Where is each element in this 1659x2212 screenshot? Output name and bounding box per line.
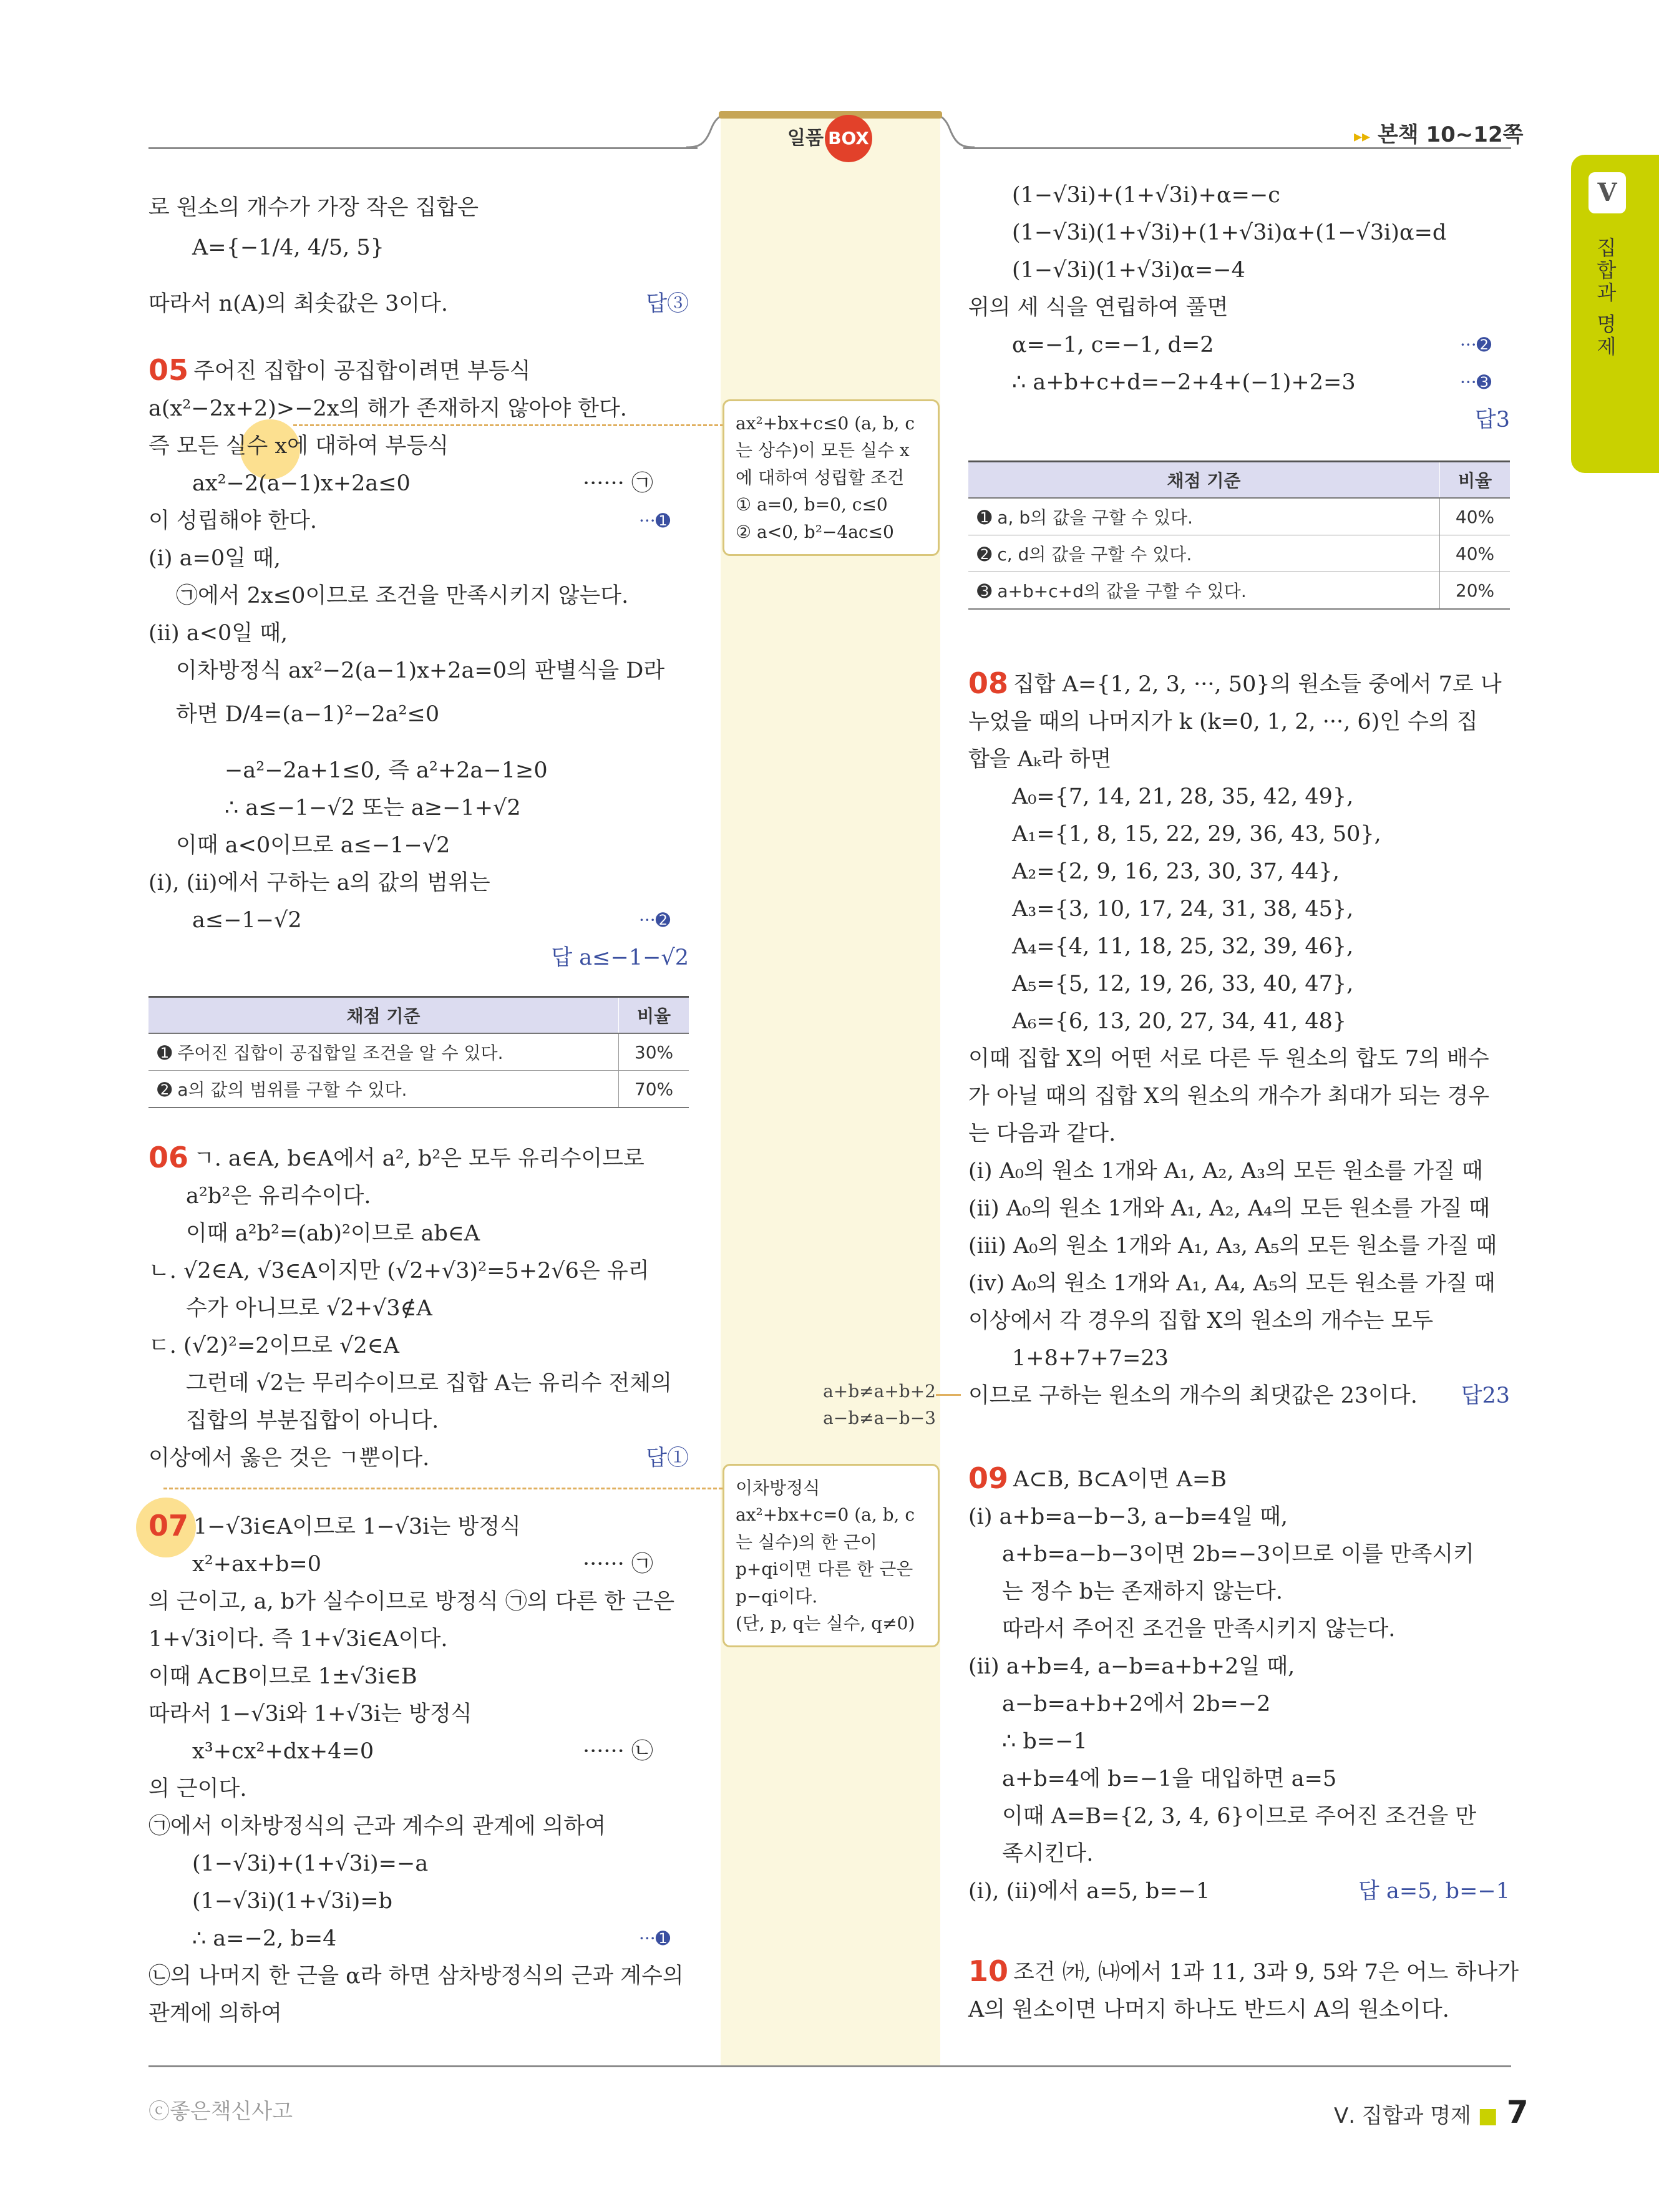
text-line: (1−√3i)+(1+√3i)+α=−c [1012,183,1280,208]
text-line: a+b=4에 b=−1을 대입하면 a=5 [1002,1766,1337,1791]
text-line: 이때 집합 X의 어떤 서로 다른 두 원소의 합도 7의 배수 [968,1046,1489,1071]
answer-mark: 답3 [1474,407,1510,432]
equation-tag: ······ ㉠ [583,1552,653,1577]
text-line: 관계에 의하여 [148,2001,282,2026]
scoring-step-marker: ···➊ [639,510,671,531]
table-header-criteria: 채점 기준 [148,997,619,1034]
table-row: ➋ a의 값의 범위를 구할 수 있다. 70% [148,1071,689,1108]
table-header-ratio: 비율 [1440,462,1511,499]
table-row: ➋ c, d의 값을 구할 수 있다. 40% [968,535,1510,572]
table-row: ➊ 주어진 집합이 공집합일 조건을 알 수 있다. 30% [148,1033,689,1071]
text-line: 누었을 때의 나머지가 k (k=0, 1, 2, ···, 6)인 수의 집 [968,709,1478,734]
text-line: A의 원소이면 나머지 하나도 반드시 A의 원소이다. [968,1997,1449,2022]
text-line: 이상에서 각 경우의 집합 X의 원소의 개수는 모두 [968,1308,1434,1333]
problem-number: 06 [148,1141,189,1174]
text-line: (1−√3i)(1+√3i)α=−4 [1012,258,1245,283]
text-line: ㄴ. √2∈A, √3∈A이지만 (√2+√3)²=5+2√6은 유리 [148,1259,649,1284]
text-line: 1+√3i이다. 즉 1+√3i∈A이다. [148,1627,448,1652]
problem-number: 08 [968,666,1009,700]
note-line: a−b≠a−b−3 [823,1408,936,1429]
text-line: (ⅱ) a<0일 때, [148,621,288,646]
textbook-reference: ▸▸ 본책 10~12쪽 [1354,122,1524,147]
note-line: 는 상수)이 모든 실수 x [736,440,910,461]
text-line: (ⅰ) A₀의 원소 1개와 A₁, A₂, A₃의 모든 원소를 가질 때 [968,1159,1483,1184]
text-line: x³+cx²+dx+4=0 [192,1739,374,1764]
text-line: ㄱ. a∈A, b∈A에서 a², b²은 모두 유리수이므로 [193,1146,645,1171]
text-line: 집합 A={1, 2, 3, ···, 50}의 원소들 중에서 7로 나 [1013,672,1502,697]
text-line: ㉠에서 이차방정식의 근과 계수의 관계에 의하여 [148,1814,606,1839]
text-line: 는 정수 b는 존재하지 않는다. [1002,1579,1283,1604]
text-line: 따라서 주어진 조건을 만족시키지 않는다. [1002,1617,1396,1642]
text-line: 조건 ㈎, ㈏에서 1과 11, 3과 9, 5와 7은 어느 하나가 [1013,1960,1519,1985]
problem-number: 05 [148,353,189,387]
answer-mark: 답③ [646,291,689,316]
text-line: (ⅰ), (ⅱ)에서 구하는 a의 값의 범위는 [148,870,490,895]
text-line: a(x²−2x+2)>−2x의 해가 존재하지 않아야 한다. [148,396,627,421]
text-line: (ⅲ) A₀의 원소 1개와 A₁, A₃, A₅의 모든 원소를 가질 때 [968,1234,1497,1259]
text-line: a−b=a+b+2에서 2b=−2 [1002,1692,1271,1717]
note-connector [163,1488,722,1489]
text-line: (ⅱ) a+b=4, a−b=a+b+2일 때, [968,1654,1295,1679]
text-line: 이때 a<0이므로 a≤−1−√2 [176,833,450,858]
text-line: A₃={3, 10, 17, 24, 31, 38, 45}, [1012,897,1354,922]
text-line: 족시킨다. [1002,1841,1094,1866]
scoring-step-marker: ···➌ [1460,372,1492,392]
scoring-step-marker: ···➋ [1460,334,1492,355]
text-line: ㉡의 나머지 한 근을 α라 하면 삼차방정식의 근과 계수의 [148,1964,684,1989]
text-line: 의 근이다. [148,1776,247,1801]
text-line: 수가 아니므로 √2+√3∉A [186,1296,432,1321]
problem-number: 10 [968,1954,1009,1988]
note-line: ① a=0, b=0, c≤0 [736,494,888,515]
text-line: ∴ a=−2, b=4 [192,1926,337,1951]
note-inequality-condition [722,399,940,556]
text-line: ㉠에서 2x≤0이므로 조건을 만족시키지 않는다. [176,583,629,608]
note-connector [936,1394,961,1396]
text-line: (ⅳ) A₀의 원소 1개와 A₁, A₄, A₅의 모든 원소를 가질 때 [968,1271,1496,1296]
text-line: 이므로 구하는 원소의 개수의 최댓값은 23이다. [968,1383,1418,1408]
equation-tag: ······ ㉠ [583,471,653,496]
text-line: A={−1/4, 4/5, 5} [192,235,384,260]
text-line: 이때 A=B={2, 3, 4, 6}이므로 주어진 조건을 만 [1002,1804,1477,1829]
text-line: A₂={2, 9, 16, 23, 30, 37, 44}, [1012,859,1340,884]
text-line: (1−√3i)(1+√3i)+(1+√3i)α+(1−√3i)α=d [1012,220,1447,245]
text-line: A₅={5, 12, 19, 26, 33, 40, 47}, [1012,972,1354,996]
text-line: x²+ax+b=0 [192,1552,322,1577]
text-line: (ⅰ) a+b=a−b−3, a−b=4일 때, [968,1504,1288,1529]
text-line: A₀={7, 14, 21, 28, 35, 42, 49}, [1012,784,1354,809]
copyright: ⓒ좋은책신사고 [148,2099,293,2124]
header-rule-left [148,147,698,149]
text-line: A⊂B, B⊂A이면 A=B [1013,1467,1227,1492]
note-line: p+qi이면 다른 한 근은 [736,1559,913,1580]
text-line: a+b=a−b−3이면 2b=−3이므로 이를 만족시키 [1002,1542,1474,1567]
equation-tag: ······ ㉡ [583,1739,653,1764]
note-line: 는 실수)의 한 근이 [736,1531,877,1552]
grading-table-05 [148,996,689,1108]
text-line: 그런데 √2는 무리수이므로 집합 A는 유리수 전체의 [186,1371,672,1396]
text-line: 가 아닐 때의 집합 X의 원소의 개수가 최대가 되는 경우 [968,1084,1490,1109]
table-row: ➊ a, b의 값을 구할 수 있다. 40% [968,498,1510,535]
text-line: a≤−1−√2 [192,908,302,933]
text-line: ax²−2(a−1)x+2a≤0 [192,471,411,496]
box-label: 일품 [787,127,824,149]
note-line: ax²+bx+c=0 (a, b, c [736,1504,915,1526]
text-line: 합을 Aₖ라 하면 [968,747,1112,772]
answer-mark: 답① [646,1446,689,1471]
problem-number: 09 [968,1461,1009,1495]
note-line: 이차방정식 [736,1478,820,1498]
text-line: −a²−2a+1≤0, 즉 a²+2a−1≥0 [225,758,548,783]
answer-mark: 답 a=5, b=−1 [1358,1879,1510,1904]
problem-number: 07 [148,1509,189,1542]
scoring-step-marker: ···➊ [639,1928,671,1949]
text-line: ㄷ. (√2)²=2이므로 √2∈A [148,1333,399,1358]
scoring-step-marker: ···➋ [639,910,671,930]
text-line: 이 성립해야 한다. [148,509,318,534]
note-line: ② a<0, b²−4ac≤0 [736,521,894,542]
note-line: ax²+bx+c≤0 (a, b, c [736,413,915,434]
footer-rule [148,2065,1511,2067]
text-line: A₆={6, 13, 20, 27, 34, 41, 48} [1012,1009,1347,1034]
text-line: ∴ b=−1 [1002,1729,1087,1754]
text-line: 이때 A⊂B이므로 1±√3i∈B [148,1664,417,1689]
text-line: 이상에서 옳은 것은 ㄱ뿐이다. [148,1446,430,1471]
page-number: 7 [1506,2094,1529,2130]
answer-mark: 답 a≤−1−√2 [551,945,689,970]
note-set-condition [762,1369,947,1441]
text-line: 이차방정식 ax²−2(a−1)x+2a=0의 판별식을 D라 [176,658,665,683]
text-line: (1−√3i)(1+√3i)=b [192,1889,393,1914]
text-line: 즉 모든 실수 x에 대하여 부등식 [148,434,449,459]
text-line: 집합의 부분집합이 아니다. [186,1408,439,1433]
page-footer: Ⅴ. 집합과 명제 ■ 7 [1334,2094,1529,2130]
box-badge: BOX [825,115,872,162]
note-line: (단, p, q는 실수, q≠0) [736,1612,915,1634]
text-line: ∴ a≤−1−√2 또는 a≥−1+√2 [225,796,521,821]
text-line: (ⅰ) a=0일 때, [148,546,281,571]
text-line: ∴ a+b+c+d=−2+4+(−1)+2=3 [1012,370,1356,395]
text-line: 위의 세 식을 연립하여 풀면 [968,295,1228,320]
text-line: (ⅰ), (ⅱ)에서 a=5, b=−1 [968,1879,1210,1904]
text-line: 1+8+7+7=23 [1012,1346,1169,1371]
text-line: 는 다음과 같다. [968,1121,1116,1146]
note-line: a+b≠a+b+2 [823,1381,936,1401]
text-line: (ⅱ) A₀의 원소 1개와 A₁, A₂, A₄의 모든 원소를 가질 때 [968,1196,1491,1221]
text-line: 주어진 집합이 공집합이려면 부등식 [193,359,531,384]
note-line: 에 대하여 성립할 조건 [736,467,905,488]
table-header-ratio: 비율 [619,997,689,1034]
text-line: A₁={1, 8, 15, 22, 29, 36, 43, 50}, [1012,822,1381,847]
table-row: ➌ a+b+c+d의 값을 구할 수 있다. 20% [968,572,1510,610]
text-line: 이때 a²b²=(ab)²이므로 ab∈A [186,1221,480,1246]
table-header-criteria: 채점 기준 [968,462,1440,499]
text-line: 따라서 1−√3i와 1+√3i는 방정식 [148,1702,472,1727]
text-line: (1−√3i)+(1+√3i)=−a [192,1851,429,1876]
text-line: 하면 D/4=(a−1)²−2a²≤0 [176,702,440,727]
grading-table-07 [968,460,1510,610]
text-line: A₄={4, 11, 18, 25, 32, 39, 46}, [1012,934,1354,959]
text-line: α=−1, c=−1, d=2 [1012,333,1214,358]
note-line: p−qi이다. [736,1586,818,1607]
chapter-roman-numeral: V [1588,172,1626,213]
note-complex-conjugate [722,1464,940,1647]
answer-mark: 답23 [1461,1383,1510,1408]
note-connector [293,424,724,426]
text-line: a²b²은 유리수이다. [186,1184,371,1209]
text-line: 의 근이고, a, b가 실수이므로 방정식 ㉠의 다른 한 근은 [148,1589,675,1614]
text-line: 따라서 n(A)의 최솟값은 3이다. [148,291,448,316]
chapter-side-label: 집합과 명제 [1593,237,1617,359]
text-line: 1−√3i∈A이므로 1−√3i는 방정식 [193,1514,521,1539]
text-line: 로 원소의 개수가 가장 작은 집합은 [148,195,479,220]
